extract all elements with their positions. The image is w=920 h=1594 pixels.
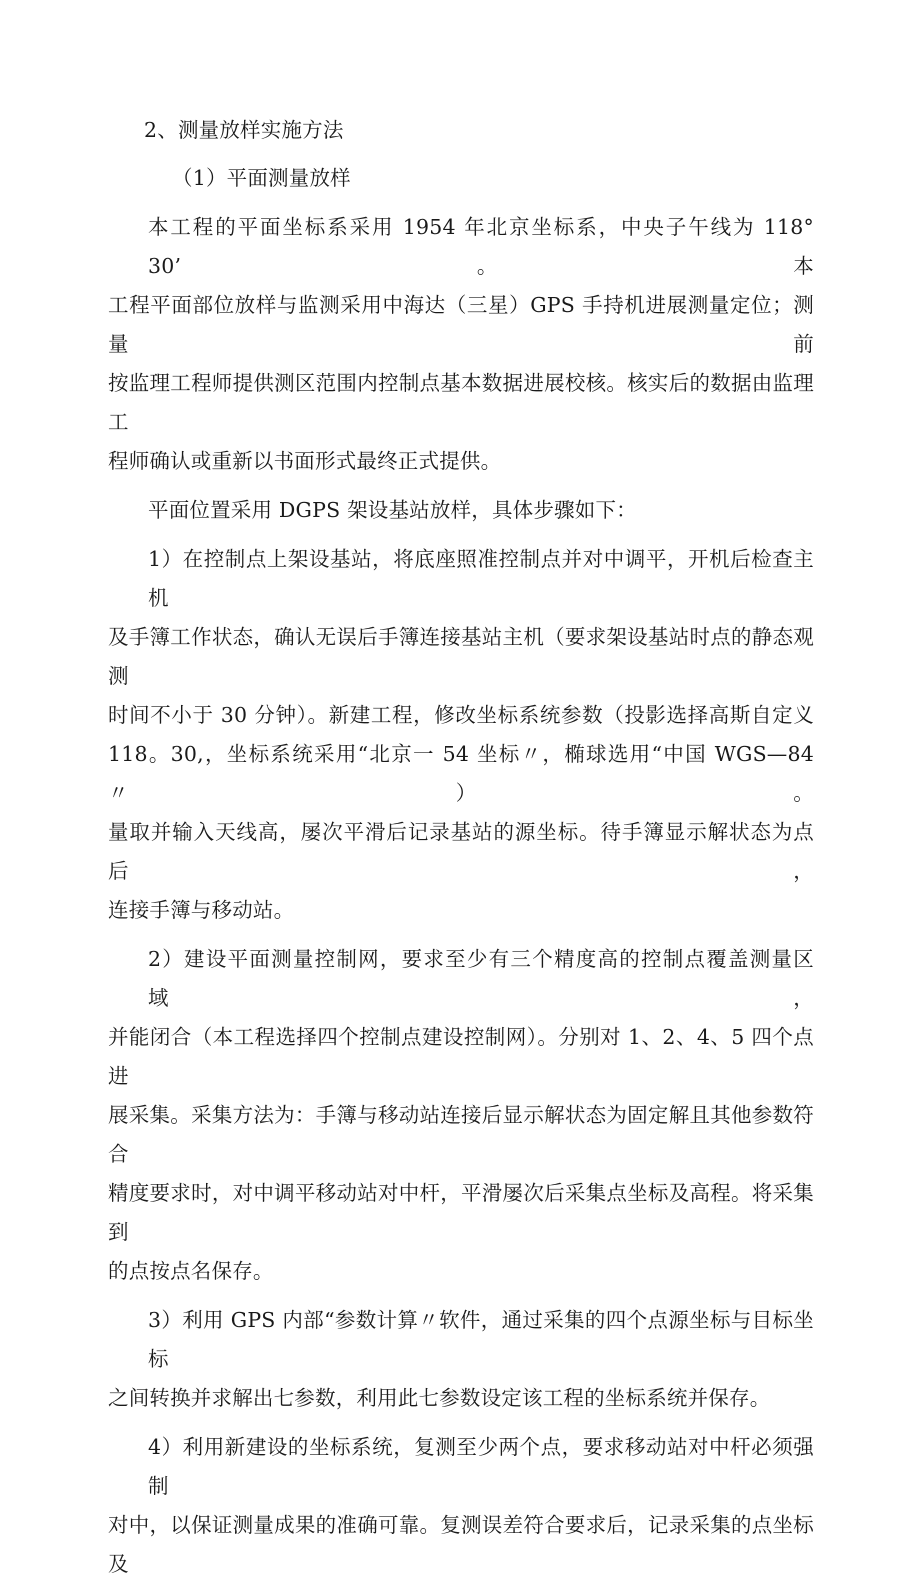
- text-line: 4）利用新建设的坐标系统，复测至少两个点，要求移动站对中杆必须强制: [148, 1435, 814, 1498]
- paragraph-step-2: [108, 940, 814, 1291]
- text-line: 并能闭合（本工程选择四个控制点建设控制网）。分别对 1、2、4、5 四个点进: [108, 1025, 814, 1088]
- subsection-heading: （1）平面测量放样: [172, 166, 351, 190]
- paragraph-step-1: [108, 540, 814, 930]
- text-line: 的点按点名保存。: [108, 1259, 274, 1283]
- text-line: 时间不小于 30 分钟）。新建工程，修改坐标系统参数（投影选择高斯自定义: [108, 703, 814, 727]
- text-line: 工程平面部位放样与监测采用中海达（三星）GPS 手持机进展测量定位；测量前: [108, 293, 814, 356]
- text-line: 精度要求时，对中调平移动站对中杆，平滑屡次后采集点坐标及高程。将采集到: [108, 1181, 814, 1244]
- section-heading: 2、测量放样实施方法: [144, 118, 344, 142]
- text-line: 连接手簿与移动站。: [108, 898, 295, 922]
- text-line: 展采集。采集方法为：手簿与移动站连接后显示解状态为固定解且其他参数符合: [108, 1103, 814, 1166]
- text-line: 之间转换并求解出七参数，利用此七参数设定该工程的坐标系统并保存。: [108, 1386, 771, 1410]
- text-line: 对中，以保证测量成果的准确可靠。复测误差符合要求后，记录采集的点坐标及: [108, 1513, 814, 1576]
- text-line: 量取并输入天线高，屡次平滑后记录基站的源坐标。待手簿显示解状态为点后，: [108, 820, 814, 883]
- text-line: 118。30,，坐标系统采用“北京一 54 坐标〃，椭球选用“中国 WGS—84〃）。: [108, 742, 814, 805]
- paragraph-coordinate-system: [108, 208, 814, 481]
- text-line: 及手簿工作状态，确认无误后手簿连接基站主机（要求架设基站时点的静态观测: [108, 625, 814, 688]
- text-line: 2）建设平面测量控制网，要求至少有三个精度高的控制点覆盖测量区域，: [148, 947, 814, 1010]
- text-line: 程师确认或重新以书面形式最终正式提供。: [108, 449, 502, 473]
- paragraph-step-4: [108, 1428, 814, 1584]
- paragraph-dgps-intro: [108, 491, 814, 530]
- text-line: 3）利用 GPS 内部“参数计算〃软件，通过采集的四个点源坐标与目标坐标: [148, 1308, 814, 1371]
- paragraph-step-3: [108, 1301, 814, 1418]
- text-line: 平面位置采用 DGPS 架设基站放样，具体步骤如下：: [148, 498, 637, 522]
- text-line: 1）在控制点上架设基站，将底座照准控制点并对中调平，开机后检查主机: [148, 547, 814, 610]
- text-line: 本工程的平面坐标系采用 1954 年北京坐标系，中央子午线为 118° 30’。本: [148, 215, 814, 278]
- text-line: 按监理工程师提供测区范围内控制点基本数据进展校核。核实后的数据由监理工: [108, 371, 814, 434]
- document-body: [108, 111, 814, 1594]
